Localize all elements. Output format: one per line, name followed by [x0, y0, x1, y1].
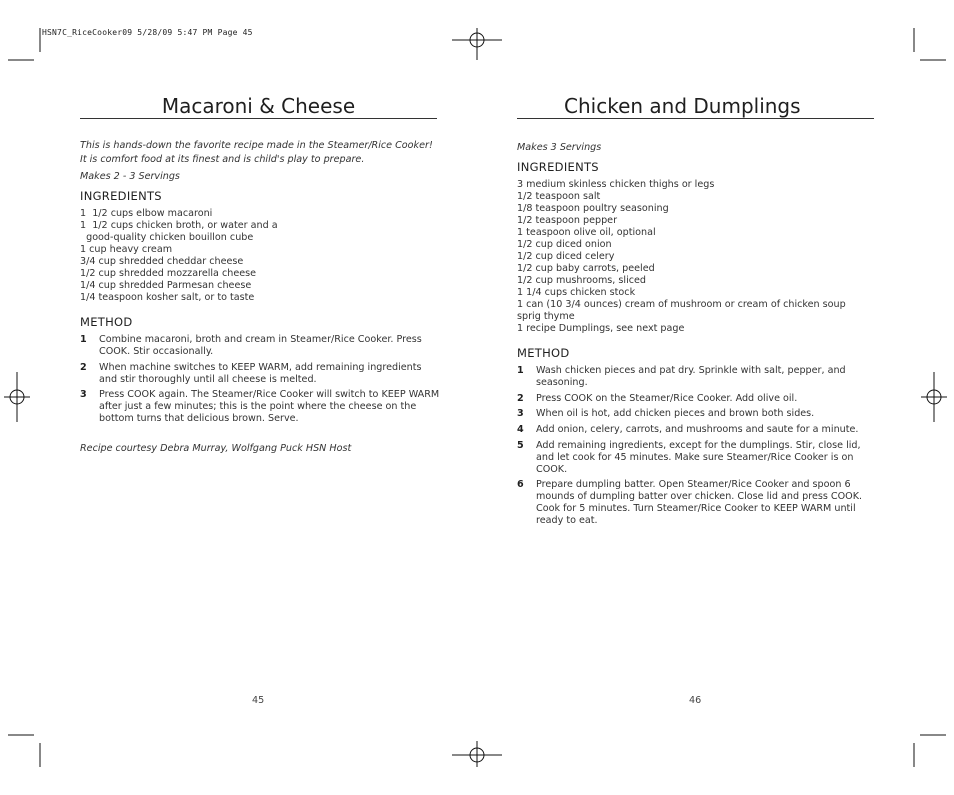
method-step — [80, 389, 440, 424]
recipe-title: Chicken and Dumplings — [517, 94, 874, 119]
recipe-servings: Makes 3 Servings — [517, 142, 602, 153]
method-step — [517, 424, 877, 436]
ingredient-item: 1/2 cup shredded mozzarella cheese — [80, 268, 257, 280]
ingredient-item: 1/8 teaspoon poultry seasoning — [517, 203, 669, 214]
step-number: 2 — [517, 392, 524, 404]
method-steps — [517, 365, 877, 527]
ingredient-item: 1 teaspoon olive oil, optional — [517, 227, 656, 238]
method-steps — [80, 334, 440, 425]
method-heading: METHOD — [80, 315, 133, 330]
step-text: Prepare dumpling batter. Open Steamer/Rice Cooker and spoon 6 mounds of dumpling batter over chicken. Close lid and press COOK. Cook for 5 minutes. Turn Steamer/Rice Cooker to KEEP WARM until ready to eat. — [536, 479, 863, 526]
step-text: When oil is hot, add chicken pieces and brown both sides. — [536, 408, 815, 420]
ingredient-item: 1/2 teaspoon salt — [517, 191, 601, 202]
step-text: When machine switches to KEEP WARM, add remaining ingredients and stir thoroughly until all cheese is melted. — [99, 361, 422, 385]
step-number: 5 — [517, 439, 524, 451]
ingredient-item: 1/2 cup diced onion — [517, 239, 612, 250]
step-number: 2 — [80, 361, 87, 373]
step-text: Add onion, celery, carrots, and mushrooms and saute for a minute. — [536, 424, 859, 436]
step-number: 4 — [517, 424, 524, 436]
print-slug: HSN7C_RiceCooker09 5/28/09 5:47 PM Page 45 — [42, 28, 253, 37]
page-number-right: 46 — [689, 695, 702, 706]
step-number: 3 — [80, 389, 87, 401]
ingredient-item: 1 1/4 cups chicken stock — [517, 287, 636, 298]
ingredient-item: 1/4 cup shredded Parmesan cheese — [80, 280, 252, 292]
recipe-intro: This is hands-down the favorite recipe made in the Steamer/Rice Cooker! It is comfort food at its finest and is child's play to prepare. — [80, 140, 433, 165]
step-text: Press COOK again. The Steamer/Rice Cooker will switch to KEEP WARM after just a few minutes; this is the point where the cheese on the bottom turns that delicious brown. Serve. — [99, 389, 440, 424]
ingredients-list — [517, 179, 877, 335]
page-number-left: 45 — [252, 695, 265, 706]
method-step — [517, 440, 877, 475]
ingredient-item: good-quality chicken bouillon cube — [80, 232, 254, 244]
step-number: 1 — [517, 365, 524, 376]
method-step — [517, 408, 877, 420]
method-heading: METHOD — [517, 346, 570, 360]
ingredient-item: 1 cup heavy cream — [80, 244, 173, 256]
ingredient-item: sprig thyme — [517, 311, 575, 322]
ingredient-item: 1/2 cup mushrooms, sliced — [517, 275, 647, 286]
ingredient-item: 3/4 cup shredded cheddar cheese — [80, 256, 244, 268]
ingredient-item: 1 1/2 cups chicken broth, or water and a — [80, 220, 278, 232]
method-step — [517, 365, 877, 389]
step-number: 1 — [80, 334, 87, 346]
ingredient-item: 1/2 teaspoon pepper — [517, 215, 618, 226]
ingredient-item: 3 medium skinless chicken thighs or legs — [517, 179, 715, 190]
step-text: Add remaining ingredients, except for the dumplings. Stir, close lid, and let cook for 45 minutes. Make sure Steamer/Rice Cooker is on COOK. — [536, 439, 861, 475]
step-number: 3 — [517, 408, 524, 420]
ingredients-list — [80, 208, 440, 304]
recipe-credit: Recipe courtesy Debra Murray, Wolfgang Puck HSN Host — [80, 442, 352, 454]
ingredient-item: 1 can (10 3/4 ounces) cream of mushroom or cream of chicken soup — [517, 299, 846, 310]
step-text: Wash chicken pieces and pat dry. Sprinkle with salt, pepper, and seasoning. — [536, 365, 846, 388]
step-text: Press COOK on the Steamer/Rice Cooker. Add olive oil. — [536, 392, 798, 404]
step-number: 6 — [517, 479, 524, 491]
method-step — [80, 334, 440, 358]
recipe-macaroni-cheese — [80, 94, 440, 463]
ingredients-heading: INGREDIENTS — [517, 160, 599, 174]
ingredient-item: 1 1/2 cups elbow macaroni — [80, 208, 213, 220]
ingredient-item: 1/2 cup baby carrots, peeled — [517, 263, 655, 274]
step-text: Combine macaroni, broth and cream in Steamer/Rice Cooker. Press COOK. Stir occasionally. — [99, 334, 422, 357]
recipe-chicken-dumplings — [517, 94, 877, 531]
ingredient-item: 1 recipe Dumplings, see next page — [517, 323, 685, 334]
recipe-servings: Makes 2 - 3 Servings — [80, 171, 180, 183]
ingredient-item: 1/2 cup diced celery — [517, 251, 615, 262]
ingredients-heading: INGREDIENTS — [80, 189, 162, 204]
method-step — [80, 362, 440, 386]
recipe-title: Macaroni & Cheese — [80, 94, 437, 119]
ingredient-item: 1/4 teaspoon kosher salt, or to taste — [80, 292, 255, 304]
method-step — [517, 393, 877, 405]
method-step — [517, 479, 877, 526]
